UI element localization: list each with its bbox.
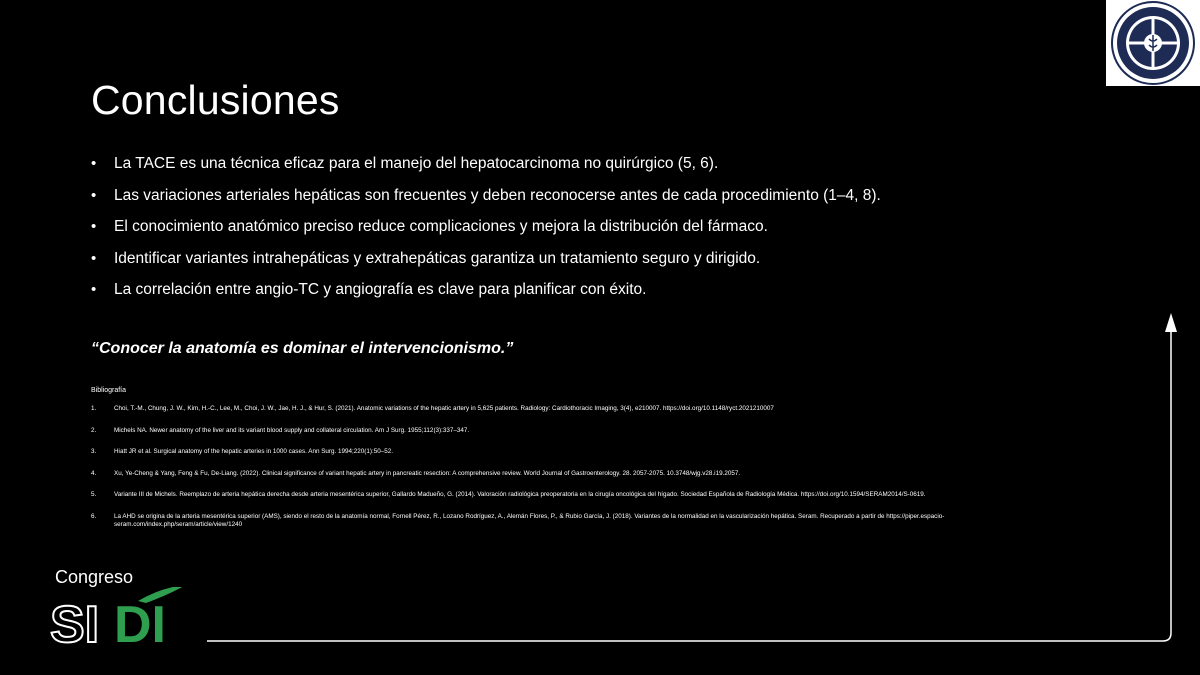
bibliography-number: 5. (91, 491, 97, 498)
bullet-text: Identificar variantes intrahepáticas y extrahepáticas garantiza un tratamiento seguro y dirigido. (114, 249, 761, 267)
bullet-icon: • (91, 281, 97, 298)
bibliography-number: 1. (91, 405, 97, 412)
bullet-text: La correlación entre angio-TC y angiografía es clave para planificar con éxito. (114, 281, 647, 298)
closing-quote: “Conocer la anatomía es dominar el intervencionismo.” (91, 340, 514, 357)
logo-mark-right: DI (114, 596, 166, 645)
bullet-text: La TACE es una técnica eficaz para el manejo del hepatocarcinoma no quirúrgico (5, 6). (114, 155, 719, 172)
bibliography-number: 6. (91, 512, 97, 520)
bullet-icon: • (91, 218, 97, 235)
logo-mark-left: SI (50, 596, 100, 645)
bibliography-text: Michels NA. Newer anatomy of the liver and its variant blood supply and collateral circulation. Am J Surg. 1955;112(3):337–347. (114, 426, 470, 434)
institution-seal (1106, 0, 1200, 86)
bullet-icon: • (91, 155, 97, 172)
bibliography-heading: Bibliografía (91, 387, 127, 394)
logo-word: Congreso (55, 567, 134, 587)
congreso-sidi-logo (50, 567, 200, 647)
arrow-up-icon (1165, 313, 1177, 332)
bullet-icon: • (91, 249, 97, 267)
sidi-logo-mark (50, 587, 200, 645)
bullet-text: El conocimiento anatómico preciso reduce complicaciones y mejora la distribución del fármaco. (114, 218, 768, 235)
bullet-text: Las variaciones arteriales hepáticas son frecuentes y deben reconocerse antes de cada procedimiento (1–4, 8). (114, 186, 881, 204)
bibliography-text: La AHD se origina de la arteria mesentérica superior (AMS), siendo el resto de la anatomía normal, Fornell Pérez, R., Lozano Rodríguez, A., Alemán Flores, P., & Rubio García, J. (2018). Variantes de la normalidad en la vascularización hepática. Seram. Recuperado a partir de https://piper.espacio-seram.com/index.php/seram/article/view/1240 (114, 512, 945, 528)
bibliography-number: 3. (91, 448, 97, 455)
bibliography-text: Xu, Ye-Cheng & Yang, Feng & Fu, De-Liang. (2022). Clinical significance of variant hepatic artery in pancreatic resection: A comprehensive review. World Journal of Gastroenterology. 28. 2057-2075. 10.3748/wjg.v28.i19.2057. (114, 469, 741, 477)
slide-title: Conclusiones (91, 77, 340, 123)
bibliography-text: Variante III de Michels. Reemplazo de arteria hepática derecha desde arteria mesentérica superior, Gallardo Madueño, G. (2014). Valoración radiológica preoperatoria en la cirugía oncológica del hígado. Sociedad Española de Radiología Médica. https://doi.org/10.1594/SERAM2014/S-0619. (114, 491, 926, 498)
institution-seal-icon (1106, 0, 1200, 86)
bibliography-text: Choi, T.-M., Chung, J. W., Kim, H.-C., Lee, M., Choi, J. W., Jae, H. J., & Hur, S. (2021). Anatomic variations of the hepatic artery in 5,625 patients. Radiology: Cardiothoracic Imaging, 3(4), e210007. https://doi.org/10.1148/ryct.2021210007 (114, 405, 774, 412)
bibliography-text: Hiatt JR et al. Surgical anatomy of the hepatic arteries in 1000 cases. Ann Surg. 1994;220(1):50–52. (114, 448, 393, 455)
bibliography-number: 2. (91, 426, 97, 434)
bibliography-number: 4. (91, 469, 97, 477)
bullet-icon: • (91, 186, 97, 204)
